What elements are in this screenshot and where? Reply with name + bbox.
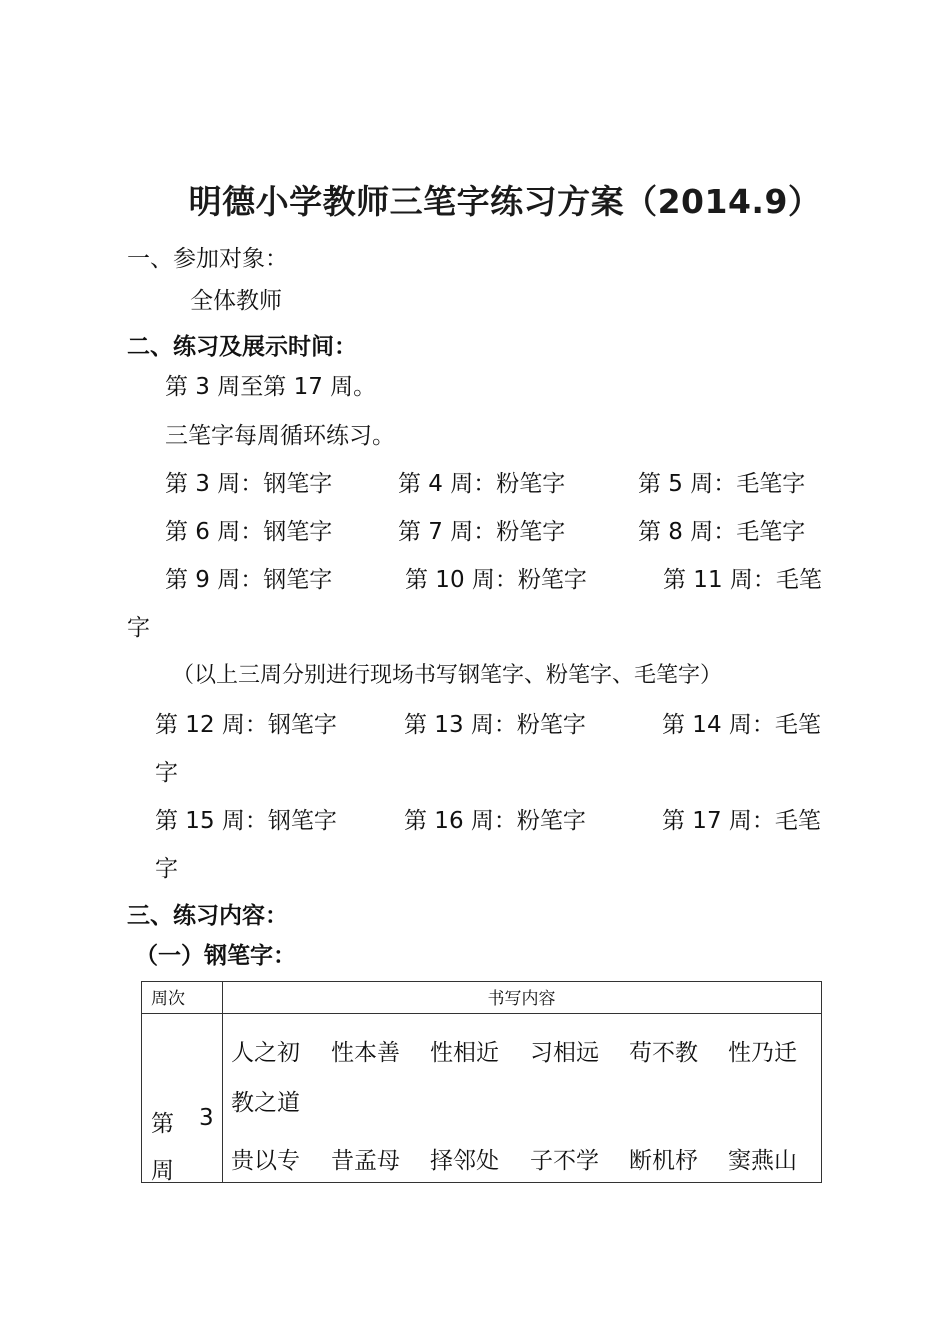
table-phrase: 教之道 <box>231 1090 300 1116</box>
schedule-cycle: 三笔字每周循环练习。 <box>165 423 395 449</box>
table-week-label-part-3: 周 <box>151 1158 174 1184</box>
document-title: 明德小学教师三笔字练习方案（2014.9） <box>188 182 822 221</box>
schedule-week-14: 第 14 周：毛笔 <box>662 712 821 738</box>
table-header-content: 书写内容 <box>487 989 556 1009</box>
table-phrase: 性本善 <box>331 1040 400 1066</box>
schedule-range: 第 3 周至第 17 周。 <box>165 374 377 400</box>
table-phrase: 苟不教 <box>629 1040 698 1066</box>
table-header-divider <box>142 1013 821 1014</box>
schedule-week-6: 第 6 周：钢笔字 <box>165 519 333 545</box>
schedule-week-10: 第 10 周：粉笔字 <box>405 567 587 593</box>
schedule-week-7: 第 7 周：粉笔字 <box>398 519 566 545</box>
schedule-week-15: 第 15 周：钢笔字 <box>155 808 337 834</box>
section-1-content: 全体教师 <box>190 288 282 314</box>
table-phrase: 性相近 <box>430 1040 499 1066</box>
schedule-week-4: 第 4 周：粉笔字 <box>398 471 566 497</box>
table-phrase: 贵以专 <box>231 1148 300 1174</box>
schedule-week-17-wrap: 字 <box>155 856 178 882</box>
section-1-heading: 一、参加对象： <box>127 246 288 272</box>
section-3-heading: 三、练习内容： <box>127 903 288 929</box>
schedule-week-3: 第 3 周：钢笔字 <box>165 471 333 497</box>
schedule-week-12: 第 12 周：钢笔字 <box>155 712 337 738</box>
table-week-label-part-1: 第 <box>151 1111 174 1137</box>
schedule-week-8: 第 8 周：毛笔字 <box>638 519 806 545</box>
table-phrase: 窦燕山 <box>728 1148 797 1174</box>
table-column-divider <box>222 982 223 1182</box>
practice-content-table <box>141 981 822 1183</box>
schedule-week-11-wrap: 字 <box>127 615 150 641</box>
schedule-week-13: 第 13 周：粉笔字 <box>404 712 586 738</box>
schedule-week-11: 第 11 周：毛笔 <box>663 567 822 593</box>
schedule-note: （以上三周分别进行现场书写钢笔字、粉笔字、毛笔字） <box>172 663 723 688</box>
table-phrase: 习相远 <box>530 1040 599 1066</box>
subsection-pen-heading: （一）钢笔字： <box>135 943 296 969</box>
table-header-week: 周次 <box>151 989 185 1009</box>
schedule-week-16: 第 16 周：粉笔字 <box>404 808 586 834</box>
schedule-week-17: 第 17 周：毛笔 <box>662 808 821 834</box>
section-2-heading: 二、练习及展示时间： <box>127 334 357 360</box>
table-week-label-part-2: 3 <box>199 1105 214 1131</box>
table-phrase: 择邻处 <box>430 1148 499 1174</box>
schedule-week-9: 第 9 周：钢笔字 <box>165 567 333 593</box>
table-phrase: 人之初 <box>231 1040 300 1066</box>
table-phrase: 昔孟母 <box>331 1148 400 1174</box>
table-phrase: 性乃迁 <box>728 1040 797 1066</box>
schedule-week-14-wrap: 字 <box>155 760 178 786</box>
table-phrase: 断机杼 <box>629 1148 698 1174</box>
table-phrase: 子不学 <box>530 1148 599 1174</box>
schedule-week-5: 第 5 周：毛笔字 <box>638 471 806 497</box>
